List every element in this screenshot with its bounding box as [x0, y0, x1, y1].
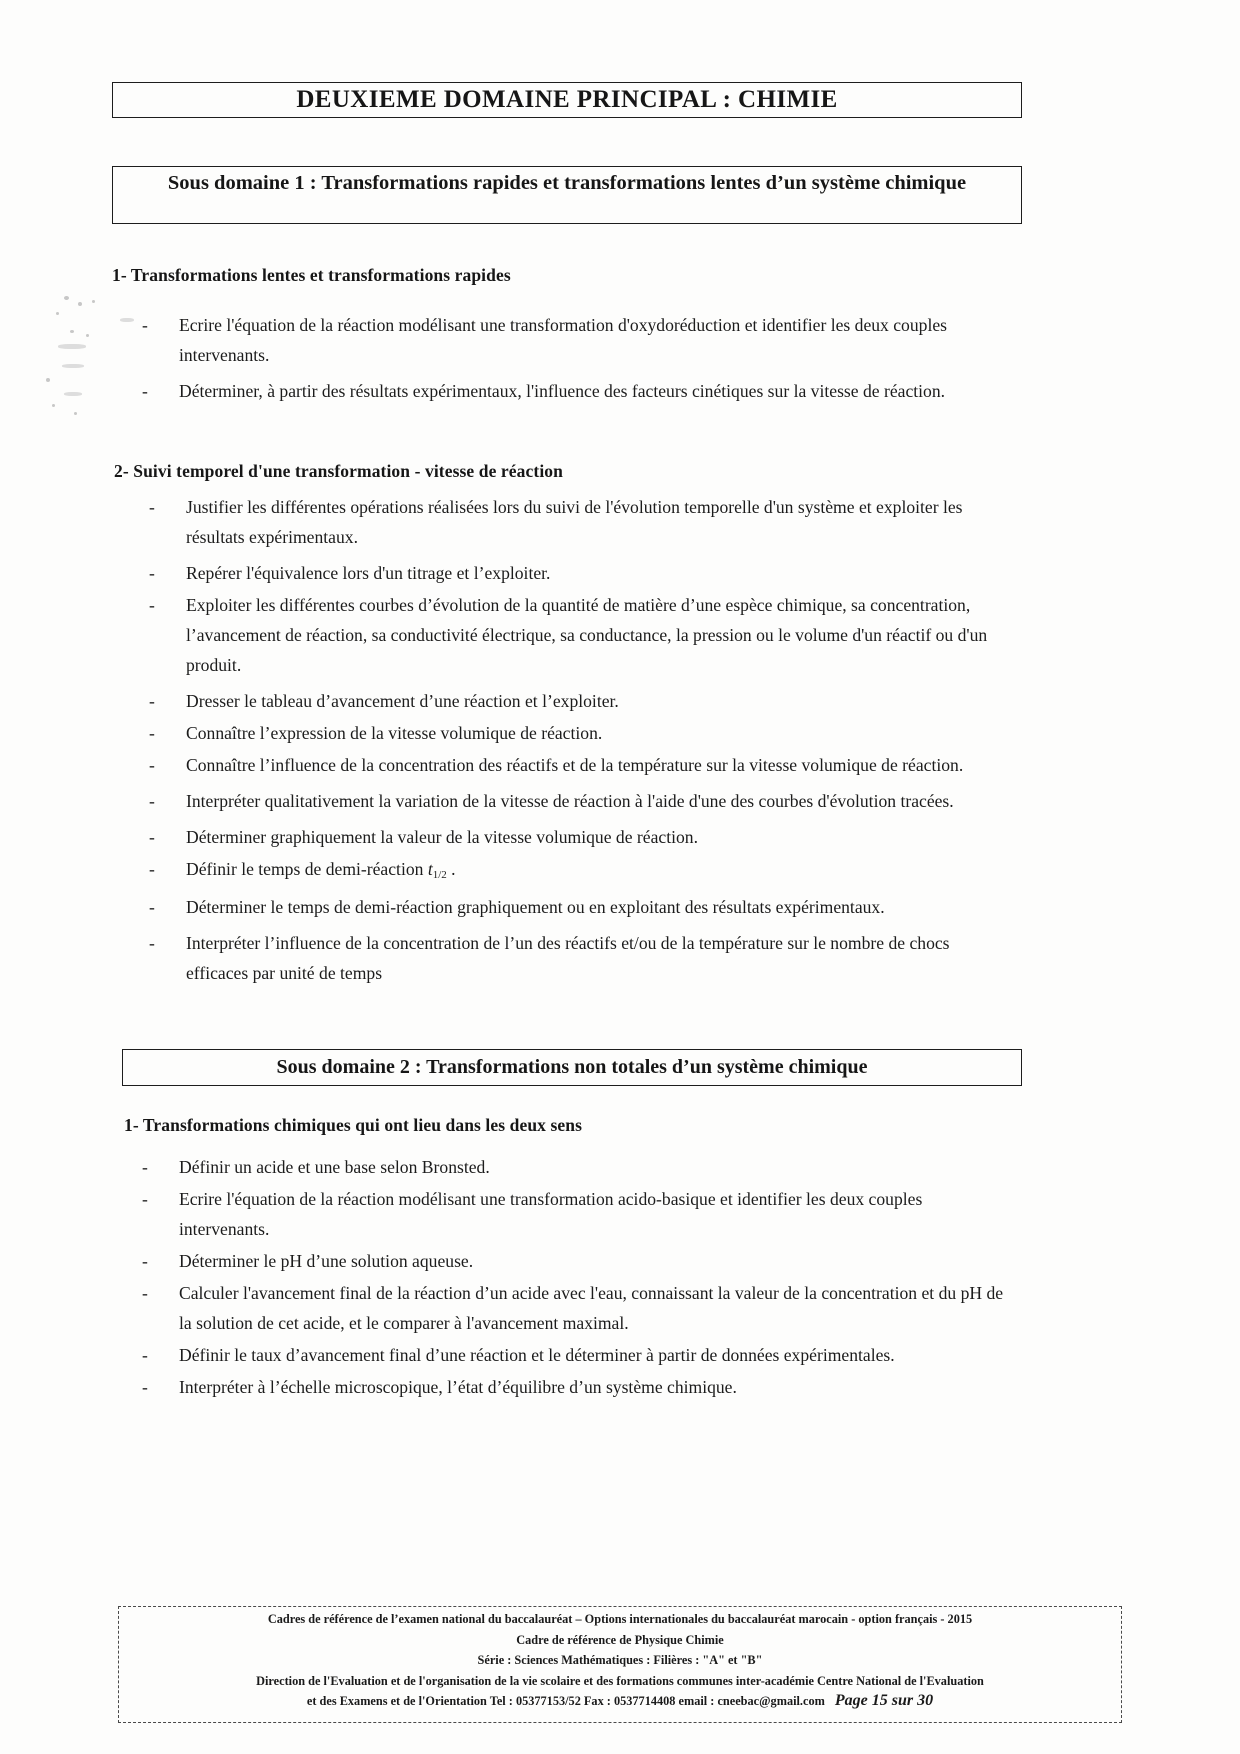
- scan-speckle: [78, 302, 82, 306]
- list-item: [143, 822, 1005, 852]
- scan-speckle: [64, 296, 69, 300]
- list-item: [136, 1152, 1014, 1182]
- scan-speckle: [74, 412, 77, 415]
- scan-smudge: [62, 364, 84, 368]
- list-item-text: Repérer l'équivalence lors d'un titrage et l’exploiter.: [186, 563, 551, 583]
- scan-speckle: [70, 330, 74, 333]
- demi-reaction-suffix: .: [446, 859, 456, 879]
- list-item-text: Interpréter l’influence de la concentration de l’un des réactifs et/ou de la température sur le nombre de chocs efficaces par unité de temps: [186, 933, 950, 983]
- list-item: [143, 718, 1005, 748]
- bullet-dash: -: [149, 859, 155, 879]
- scan-smudge: [64, 392, 82, 396]
- list-item-text: Calculer l'avancement final de la réaction d’un acide avec l'eau, connaissant la valeur de la concentration et du pH de la solution de cet acide, et le comparer à l'avancement maximal.: [179, 1283, 1004, 1333]
- footer-line-3: Série : Sciences Mathématiques : Filières : "A" et "B": [477, 1653, 763, 1667]
- list-item-text: Ecrire l'équation de la réaction modélisant une transformation acido-basique et identifier les deux couples intervenants.: [179, 1189, 923, 1239]
- footer-line-5: [118, 1691, 1122, 1712]
- footer-line-1: Cadres de référence de l’examen national du baccalauréat – Options internationales du baccalauréat marocain - option français - 2015: [267, 1612, 973, 1626]
- list-item: [136, 1246, 1014, 1276]
- bullet-dash: -: [149, 723, 155, 743]
- list-item-text: Justifier les différentes opérations réalisées lors du suivi de l'évolution temporelle d'un système et exploiter les résultats expérimentaux.: [186, 497, 963, 547]
- section-heading-3: 1- Transformations chimiques qui ont lieu dans les deux sens: [124, 1115, 583, 1135]
- page-footer: [118, 1609, 1122, 1712]
- list-item: [143, 892, 1005, 922]
- list-item-text: [186, 854, 1005, 890]
- bullet-dash: -: [149, 755, 155, 775]
- footer-line-4: Direction de l'Evaluation et de l'organisation de la vie scolaire et des formations communes inter-académie Centre National de l'Evaluation: [256, 1673, 984, 1688]
- scan-speckle: [52, 404, 55, 407]
- bullet-dash: -: [142, 1283, 148, 1303]
- list-item-text: Définir le taux d’avancement final d’une réaction et le déterminer à partir de données expérimentales.: [179, 1345, 895, 1365]
- list-item-text: Déterminer, à partir des résultats expérimentaux, l'influence des facteurs cinétiques sur la vitesse de réaction.: [179, 381, 946, 401]
- list-item-demi-reaction: [143, 854, 1005, 890]
- scan-speckle: [46, 378, 50, 382]
- bullet-dash: -: [142, 1157, 148, 1177]
- bullet-dash: -: [149, 497, 155, 517]
- list-item: [143, 786, 1005, 816]
- variable-t-subscript: 1/2: [432, 869, 447, 881]
- list-item-text: Connaître l’influence de la concentration des réactifs et de la température sur la vitesse volumique de réaction.: [186, 755, 964, 775]
- list-item-text: Déterminer graphiquement la valeur de la vitesse volumique de réaction.: [186, 827, 698, 847]
- bullet-dash: -: [149, 791, 155, 811]
- bullet-list-3: [136, 1152, 1014, 1404]
- list-item: [143, 928, 1005, 988]
- list-item-text: Ecrire l'équation de la réaction modélisant une transformation d'oxydoréduction et identifier les deux couples intervenants.: [179, 315, 947, 365]
- list-item-text: Déterminer le pH d’une solution aqueuse.: [179, 1251, 474, 1271]
- bullet-dash: -: [149, 563, 155, 583]
- list-item-text: Exploiter les différentes courbes d’évolution de la quantité de matière d’une espèce chimique, sa concentration, l’avancement de réaction, sa conductivité électrique, sa conductance, la pression ou le volume d'un réactif ou d'un produit.: [186, 595, 988, 675]
- section-heading-2: 2- Suivi temporel d'une transformation - vitesse de réaction: [114, 461, 563, 481]
- demi-reaction-prefix: Définir le temps de demi-réaction: [186, 859, 428, 879]
- page-number: Page 15 sur 30: [834, 1692, 934, 1709]
- list-item: [143, 750, 1005, 780]
- variable-t: t: [427, 859, 433, 879]
- list-item: [136, 376, 1014, 406]
- list-item: [136, 1340, 1014, 1370]
- scan-speckle: [86, 334, 89, 337]
- scan-smudge: [58, 344, 86, 349]
- list-item: [136, 1184, 1014, 1244]
- list-item: [143, 492, 1005, 552]
- list-item: [136, 1278, 1014, 1338]
- list-item-text: Déterminer le temps de demi-réaction graphiquement ou en exploitant des résultats expérimentaux.: [186, 897, 885, 917]
- footer-line-2: Cadre de référence de Physique Chimie: [516, 1632, 724, 1647]
- list-item-text: Interpréter qualitativement la variation de la vitesse de réaction à l'aide d'une des courbes d'évolution tracées.: [186, 791, 954, 811]
- list-item: [143, 558, 1005, 588]
- page-title: DEUXIEME DOMAINE PRINCIPAL : CHIMIE: [296, 86, 838, 113]
- bullet-list-2: [143, 492, 1005, 994]
- footer-contact-text: et des Examens et de l'Orientation Tel : 05377153/52 Fax : 0537714408 email : cneebac@gmail.com: [306, 1694, 825, 1708]
- bullet-dash: -: [149, 691, 155, 711]
- list-item: [136, 310, 1014, 370]
- scan-smudge: [120, 318, 134, 322]
- section-heading-1: 1- Transformations lentes et transformations rapides: [112, 265, 511, 285]
- bullet-dash: -: [142, 381, 148, 401]
- bullet-dash: -: [149, 933, 155, 953]
- subdomain-2-title: Sous domaine 2 : Transformations non totales d’un système chimique: [276, 1056, 868, 1078]
- list-item: [136, 1372, 1014, 1402]
- bullet-dash: -: [149, 595, 155, 615]
- bullet-dash: -: [142, 1189, 148, 1209]
- scan-speckle: [56, 312, 59, 315]
- bullet-dash: -: [142, 315, 148, 335]
- list-item-text: Définir un acide et une base selon Bronsted.: [179, 1157, 490, 1177]
- list-item: [143, 590, 1005, 680]
- list-item-text: Dresser le tableau d’avancement d’une réaction et l’exploiter.: [186, 691, 619, 711]
- scan-speckle: [92, 300, 95, 303]
- bullet-dash: -: [142, 1345, 148, 1365]
- list-item: [143, 686, 1005, 716]
- bullet-dash: -: [142, 1251, 148, 1271]
- list-item-text: Interpréter à l’échelle microscopique, l’état d’équilibre d’un système chimique.: [179, 1377, 737, 1397]
- bullet-list-1: [136, 310, 1014, 412]
- bullet-dash: -: [142, 1377, 148, 1397]
- bullet-dash: -: [149, 897, 155, 917]
- subdomain-1-title: Sous domaine 1 : Transformations rapides et transformations lentes d’un système chimique: [167, 172, 967, 194]
- list-item-text: Connaître l’expression de la vitesse volumique de réaction.: [186, 723, 603, 743]
- bullet-dash: -: [149, 827, 155, 847]
